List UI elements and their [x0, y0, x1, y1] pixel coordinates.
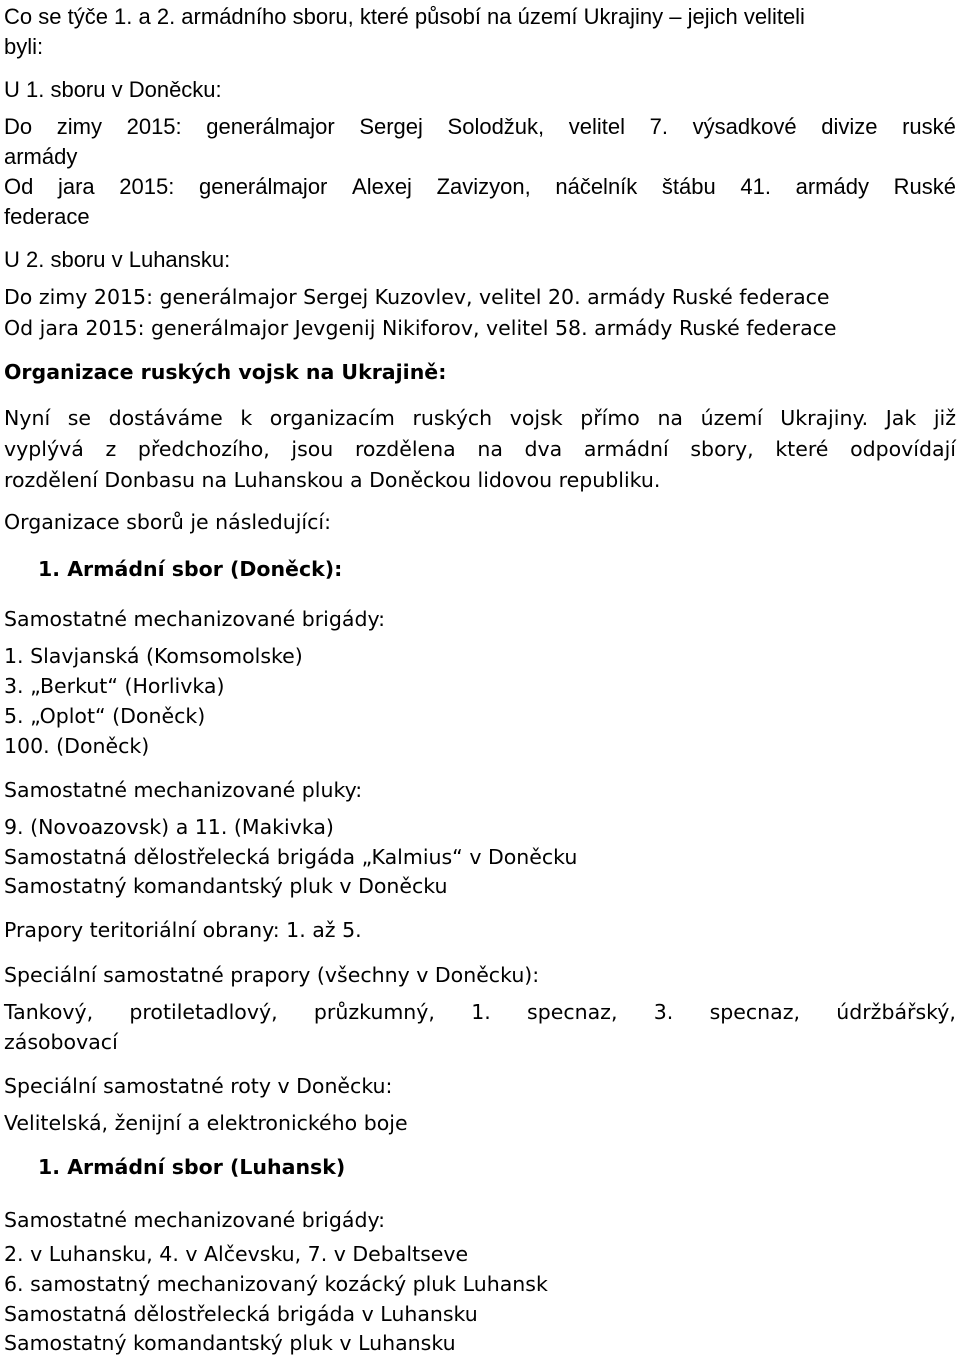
word: dostáváme: [108, 406, 223, 430]
word: na: [477, 437, 503, 461]
donetsk-special-battalions: [4, 997, 956, 1027]
donetsk-special-battalions-cont: zásobovací: [4, 1030, 118, 1054]
donetsk-special-companies-label: Speciální samostatné roty v Doněcku:: [4, 1074, 393, 1098]
corps1-commander-spring: [4, 172, 956, 202]
donetsk-regiments-label: Samostatné mechanizované pluky:: [4, 778, 363, 802]
donetsk-artillery: Samostatná dělostřelecká brigáda „Kalmius“ v Doněcku: [4, 845, 578, 869]
word: Ruské: [893, 174, 956, 199]
luhansk-brigades: 2. v Luhansku, 4. v Alčevsku, 7. v Debaltseve: [4, 1242, 469, 1266]
donetsk-territorial: Prapory teritoriální obrany: 1. až 5.: [4, 918, 362, 942]
donetsk-regiments: 9. (Novoazovsk) a 11. (Makivka): [4, 815, 334, 839]
word: Jak: [885, 406, 917, 430]
word: 1.: [471, 1000, 491, 1024]
word: náčelník: [555, 174, 638, 199]
word: Do: [4, 114, 33, 139]
luhansk-brigades-label: Samostatné mechanizované brigády:: [4, 1208, 386, 1232]
corps1-commander-spring-cont: federace: [4, 204, 90, 229]
word: odpovídají: [850, 437, 956, 461]
word: 41.: [740, 174, 771, 199]
word: Nyní: [4, 406, 51, 430]
corps2-heading: U 2. sboru v Luhansku:: [4, 247, 231, 272]
corps1-commander-winter-cont: armády: [4, 144, 78, 169]
word: průzkumný,: [313, 1000, 435, 1024]
word: ruských: [412, 406, 493, 430]
intro-line-2: byli:: [4, 34, 44, 59]
word: se: [67, 406, 92, 430]
word: specnaz,: [527, 1000, 618, 1024]
intro-line-1: Co se týče 1. a 2. armádního sboru, které působí na území Ukrajiny – jejich veliteli: [4, 4, 805, 29]
word: ruské: [902, 114, 956, 139]
word: divize: [821, 114, 878, 139]
word: Od: [4, 174, 34, 199]
word: vyplývá: [4, 437, 84, 461]
donetsk-special-battalions-label: Speciální samostatné prapory (všechny v Doněcku):: [4, 963, 540, 987]
word: Zavizyon,: [436, 174, 531, 199]
word: Sergej: [359, 114, 423, 139]
word: Ukrajiny.: [780, 406, 869, 430]
word: z: [105, 437, 117, 461]
donetsk-brigade-item: 1. Slavjanská (Komsomolske): [4, 644, 303, 668]
word: vojsk: [509, 406, 563, 430]
section-heading: Organizace ruských vojsk na Ukrajině:: [4, 360, 447, 384]
corps1-heading: U 1. sboru v Doněcku:: [4, 77, 222, 102]
donetsk-special-companies: Velitelská, ženijní a elektronického boje: [4, 1111, 408, 1135]
word: 3.: [653, 1000, 674, 1024]
word: již: [933, 406, 956, 430]
word: organizacím: [269, 406, 395, 430]
word: Solodžuk,: [447, 114, 545, 139]
word: zimy: [56, 114, 102, 139]
luhansk-command-regiment: Samostatný komandantský pluk v Luhansku: [4, 1331, 456, 1355]
word: specnaz,: [709, 1000, 800, 1024]
word: údržbářský,: [836, 1000, 956, 1024]
corps-donetsk-title: 1. Armádní sbor (Doněck):: [38, 557, 343, 581]
word: protiletadlový,: [129, 1000, 278, 1024]
donetsk-brigade-item: 3. „Berkut“ (Horlivka): [4, 674, 225, 698]
word: jsou: [291, 437, 334, 461]
word: které: [775, 437, 829, 461]
donetsk-brigade-item: 5. „Oplot“ (Doněck): [4, 704, 206, 728]
word: armády: [795, 174, 869, 199]
luhansk-artillery: Samostatná dělostřelecká brigáda v Luhansku: [4, 1302, 478, 1326]
word: Alexej: [352, 174, 412, 199]
donetsk-brigade-item: 100. (Doněck): [4, 734, 150, 758]
para-line-3: rozdělení Donbasu na Luhanskou a Doněckou lidovou republiku.: [4, 468, 661, 492]
donetsk-brigades-label: Samostatné mechanizované brigády:: [4, 607, 386, 631]
word: jara: [57, 174, 95, 199]
corps1-commander-winter: [4, 112, 956, 142]
word: 2015:: [119, 174, 175, 199]
word: 2015:: [126, 114, 182, 139]
para-line-1: [4, 403, 956, 433]
word: Tankový,: [4, 1000, 94, 1024]
word: přímo: [580, 406, 640, 430]
word: území: [700, 406, 763, 430]
word: výsadkové: [692, 114, 797, 139]
word: generálmajor: [198, 174, 328, 199]
corps2-commander-spring: Od jara 2015: generálmajor Jevgenij Nikiforov, velitel 58. armády Ruské federace: [4, 316, 837, 340]
word: generálmajor: [206, 114, 335, 139]
word: armádní: [583, 437, 669, 461]
corps2-commander-winter: Do zimy 2015: generálmajor Sergej Kuzovlev, velitel 20. armády Ruské federace: [4, 285, 830, 309]
word: 7.: [649, 114, 669, 139]
para-line-2: [4, 434, 956, 464]
donetsk-command-regiment: Samostatný komandantský pluk v Doněcku: [4, 874, 448, 898]
luhansk-cossack-regiment: 6. samostatný mechanizovaný kozácký pluk Luhansk: [4, 1272, 548, 1296]
word: sbory,: [690, 437, 754, 461]
word: dva: [524, 437, 563, 461]
word: na: [657, 406, 683, 430]
word: štábu: [661, 174, 716, 199]
word: k: [240, 406, 253, 430]
word: rozdělena: [354, 437, 456, 461]
word: předchozího,: [137, 437, 270, 461]
org-intro: Organizace sborů je následující:: [4, 510, 331, 534]
corps-luhansk-title: 1. Armádní sbor (Luhansk): [38, 1155, 346, 1179]
word: velitel: [568, 114, 626, 139]
